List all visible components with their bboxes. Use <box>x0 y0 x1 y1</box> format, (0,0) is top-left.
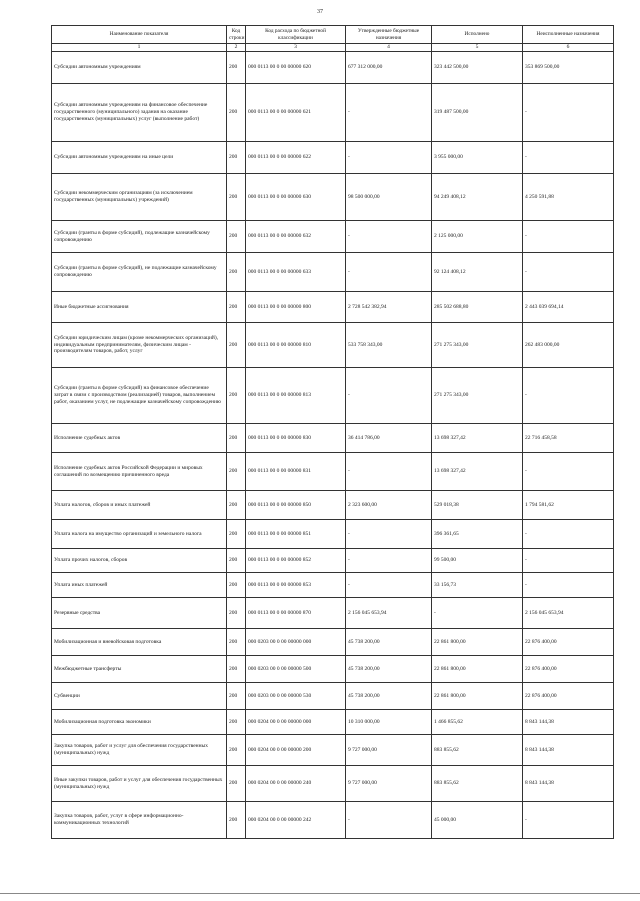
row-executed-amount: 22 861 800,00 <box>432 683 523 710</box>
row-expense-code: 000 0113 00 0 00 00000 633 <box>246 253 346 292</box>
row-expense-code: 000 0203 00 0 00 00000 500 <box>246 656 346 683</box>
row-approved-amount: - <box>346 549 432 573</box>
row-unexecuted-amount: 4 250 591,88 <box>523 174 614 221</box>
row-line-code: 200 <box>227 453 246 491</box>
table-row <box>52 368 614 424</box>
row-name: Исполнение судебных актов Российской Федерации и мировых соглашений по возмещению причиненного вреда <box>52 453 227 491</box>
row-unexecuted-amount: 262 483 000,00 <box>523 323 614 368</box>
row-name: Уплата прочих налогов, сборов <box>52 549 227 573</box>
row-expense-code: 000 0203 00 0 00 00000 000 <box>246 629 346 656</box>
table-row <box>52 453 614 491</box>
row-line-code: 200 <box>227 221 246 253</box>
row-expense-code: 000 0113 00 0 00 00000 853 <box>246 573 346 598</box>
row-name: Мобилизационная и вневойсковая подготовка <box>52 629 227 656</box>
row-line-code: 200 <box>227 683 246 710</box>
column-number: 6 <box>523 44 614 52</box>
header-name: Наименование показателя <box>52 26 227 44</box>
row-unexecuted-amount: 2 156 045 653,94 <box>523 598 614 629</box>
row-executed-amount: 323 442 500,00 <box>432 52 523 84</box>
row-unexecuted-amount: - <box>523 142 614 174</box>
table-row <box>52 491 614 520</box>
row-approved-amount: 2 323 600,00 <box>346 491 432 520</box>
row-expense-code: 000 0113 00 0 00 00000 813 <box>246 368 346 424</box>
column-number-row <box>52 44 614 52</box>
row-executed-amount: 22 861 800,00 <box>432 656 523 683</box>
row-unexecuted-amount: - <box>523 802 614 839</box>
row-unexecuted-amount: 22 876 400,00 <box>523 683 614 710</box>
column-number: 2 <box>227 44 246 52</box>
row-unexecuted-amount: 22 876 400,00 <box>523 629 614 656</box>
table-body <box>52 52 614 839</box>
row-expense-code: 000 0113 00 0 00 00000 632 <box>246 221 346 253</box>
row-line-code: 200 <box>227 142 246 174</box>
row-executed-amount: 92 124 408,12 <box>432 253 523 292</box>
row-line-code: 200 <box>227 520 246 549</box>
row-line-code: 200 <box>227 573 246 598</box>
row-name: Мобилизационная подготовка экономики <box>52 710 227 735</box>
row-expense-code: 000 0113 00 0 00 00000 831 <box>246 453 346 491</box>
row-approved-amount: 533 758 343,00 <box>346 323 432 368</box>
header-approved: Утвержденные бюджетные назначения <box>346 26 432 44</box>
row-executed-amount: 396 361,65 <box>432 520 523 549</box>
row-line-code: 200 <box>227 735 246 766</box>
row-expense-code: 000 0204 00 0 00 00000 000 <box>246 710 346 735</box>
row-line-code: 200 <box>227 253 246 292</box>
row-name: Закупка товаров, работ и услуг для обеспечения государственных (муниципальных) нужд <box>52 735 227 766</box>
row-approved-amount: 2 156 045 653,94 <box>346 598 432 629</box>
row-approved-amount: - <box>346 368 432 424</box>
row-expense-code: 000 0113 00 0 00 00000 630 <box>246 174 346 221</box>
row-line-code: 200 <box>227 491 246 520</box>
row-executed-amount: 2 125 000,00 <box>432 221 523 253</box>
row-unexecuted-amount: 22 716 458,58 <box>523 424 614 453</box>
row-expense-code: 000 0204 00 0 00 00000 240 <box>246 766 346 802</box>
row-approved-amount: 2 728 542 382,94 <box>346 292 432 323</box>
header-line-code: Код строки <box>227 26 246 44</box>
row-line-code: 200 <box>227 549 246 573</box>
row-expense-code: 000 0113 00 0 00 00000 851 <box>246 520 346 549</box>
table-row <box>52 710 614 735</box>
row-approved-amount: - <box>346 253 432 292</box>
row-line-code: 200 <box>227 656 246 683</box>
row-executed-amount: 285 502 688,80 <box>432 292 523 323</box>
row-executed-amount: 13 698 327,42 <box>432 453 523 491</box>
row-line-code: 200 <box>227 766 246 802</box>
row-approved-amount: - <box>346 221 432 253</box>
table-row <box>52 735 614 766</box>
table-row <box>52 84 614 142</box>
row-line-code: 200 <box>227 84 246 142</box>
row-expense-code: 000 0204 00 0 00 00000 242 <box>246 802 346 839</box>
row-expense-code: 000 0203 00 0 00 00000 530 <box>246 683 346 710</box>
row-expense-code: 000 0113 00 0 00 00000 800 <box>246 292 346 323</box>
table-row <box>52 629 614 656</box>
column-number: 4 <box>346 44 432 52</box>
row-name: Субсидии (гранты в форме субсидий) на финансовое обеспечение затрат в связи с производством (реализацией) товаров, выполнением работ, оказанием услуг, не подлежащие казначейскому сопровождению <box>52 368 227 424</box>
row-line-code: 200 <box>227 802 246 839</box>
table-row <box>52 52 614 84</box>
row-approved-amount: - <box>346 573 432 598</box>
table-row <box>52 174 614 221</box>
table-row <box>52 573 614 598</box>
row-executed-amount: 271 275 343,00 <box>432 368 523 424</box>
row-executed-amount: 1 466 855,62 <box>432 710 523 735</box>
row-unexecuted-amount: 8 843 144,38 <box>523 710 614 735</box>
table-row <box>52 221 614 253</box>
row-executed-amount: 99 500,00 <box>432 549 523 573</box>
row-name: Иные бюджетные ассигнования <box>52 292 227 323</box>
row-name: Уплата налогов, сборов и иных платежей <box>52 491 227 520</box>
row-approved-amount: 9 727 000,00 <box>346 735 432 766</box>
row-executed-amount: 319 487 500,00 <box>432 84 523 142</box>
row-executed-amount: 33 156,73 <box>432 573 523 598</box>
row-name: Субсидии (гранты в форме субсидий), подлежащие казначейскому сопровождению <box>52 221 227 253</box>
row-expense-code: 000 0113 00 0 00 00000 852 <box>246 549 346 573</box>
row-name: Субсидии автономным учреждениям <box>52 52 227 84</box>
header-unexecuted: Неисполненные назначения <box>523 26 614 44</box>
row-name: Субсидии автономным учреждениям на иные цели <box>52 142 227 174</box>
row-name: Субсидии (гранты в форме субсидий), не подлежащие казначейскому сопровождению <box>52 253 227 292</box>
row-name: Субсидии некоммерческим организациям (за исключением государственных (муниципальных) учреждений) <box>52 174 227 221</box>
table-row <box>52 253 614 292</box>
table-row <box>52 323 614 368</box>
row-name: Резервные средства <box>52 598 227 629</box>
row-name: Закупка товаров, работ, услуг в сфере информационно-коммуникационных технологий <box>52 802 227 839</box>
row-name: Уплата налога на имущество организаций и земельного налога <box>52 520 227 549</box>
row-expense-code: 000 0113 00 0 00 00000 830 <box>246 424 346 453</box>
table-row <box>52 656 614 683</box>
row-approved-amount: - <box>346 84 432 142</box>
row-unexecuted-amount: - <box>523 221 614 253</box>
header-executed: Исполнено <box>432 26 523 44</box>
table-row <box>52 766 614 802</box>
row-approved-amount: - <box>346 453 432 491</box>
row-line-code: 200 <box>227 710 246 735</box>
table-row <box>52 802 614 839</box>
table-row <box>52 292 614 323</box>
row-expense-code: 000 0113 00 0 00 00000 620 <box>246 52 346 84</box>
table-row <box>52 424 614 453</box>
row-unexecuted-amount: - <box>523 368 614 424</box>
header-row <box>52 26 614 44</box>
row-executed-amount: 45 000,00 <box>432 802 523 839</box>
row-approved-amount: 677 312 000,00 <box>346 52 432 84</box>
budget-execution-table <box>51 25 614 839</box>
row-expense-code: 000 0113 00 0 00 00000 621 <box>246 84 346 142</box>
row-name: Межбюджетные трансферты <box>52 656 227 683</box>
row-approved-amount: 36 414 786,00 <box>346 424 432 453</box>
table-row <box>52 520 614 549</box>
row-approved-amount: 10 310 000,00 <box>346 710 432 735</box>
row-unexecuted-amount: 1 794 581,62 <box>523 491 614 520</box>
row-executed-amount: 13 698 327,42 <box>432 424 523 453</box>
row-name: Иные закупки товаров, работ и услуг для обеспечения государственных (муниципальных) нужд <box>52 766 227 802</box>
row-line-code: 200 <box>227 629 246 656</box>
table-row <box>52 142 614 174</box>
row-executed-amount: - <box>432 598 523 629</box>
row-unexecuted-amount: 8 843 144,38 <box>523 766 614 802</box>
row-line-code: 200 <box>227 292 246 323</box>
row-executed-amount: 3 955 000,00 <box>432 142 523 174</box>
table-row <box>52 549 614 573</box>
column-number: 5 <box>432 44 523 52</box>
row-executed-amount: 883 855,62 <box>432 766 523 802</box>
row-unexecuted-amount: - <box>523 253 614 292</box>
row-line-code: 200 <box>227 174 246 221</box>
row-approved-amount: 45 738 200,00 <box>346 683 432 710</box>
row-unexecuted-amount: 2 443 039 694,14 <box>523 292 614 323</box>
row-unexecuted-amount: - <box>523 549 614 573</box>
bottom-rule <box>0 893 640 894</box>
row-unexecuted-amount: - <box>523 84 614 142</box>
row-name: Субсидии юридическим лицам (кроме некоммерческих организаций), индивидуальным предпринимателям, физическим лицам - производителям товаров, работ, услуг <box>52 323 227 368</box>
row-executed-amount: 22 861 800,00 <box>432 629 523 656</box>
row-line-code: 200 <box>227 424 246 453</box>
row-unexecuted-amount: 22 876 400,00 <box>523 656 614 683</box>
row-approved-amount: 9 727 000,00 <box>346 766 432 802</box>
row-executed-amount: 883 855,62 <box>432 735 523 766</box>
row-executed-amount: 94 249 408,12 <box>432 174 523 221</box>
row-expense-code: 000 0113 00 0 00 00000 622 <box>246 142 346 174</box>
row-executed-amount: 271 275 343,00 <box>432 323 523 368</box>
row-name: Уплата иных платежей <box>52 573 227 598</box>
row-name: Субвенции <box>52 683 227 710</box>
row-unexecuted-amount: - <box>523 520 614 549</box>
column-number: 3 <box>246 44 346 52</box>
row-expense-code: 000 0113 00 0 00 00000 850 <box>246 491 346 520</box>
row-approved-amount: - <box>346 802 432 839</box>
row-approved-amount: 45 738 200,00 <box>346 629 432 656</box>
row-approved-amount: 98 500 000,00 <box>346 174 432 221</box>
column-number: 1 <box>52 44 227 52</box>
row-name: Субсидии автономным учреждениям на финансовое обеспечение государственного (муниципального) задания на оказание государственных (муниципальных) услуг (выполнение работ) <box>52 84 227 142</box>
row-approved-amount: - <box>346 520 432 549</box>
row-expense-code: 000 0113 00 0 00 00000 810 <box>246 323 346 368</box>
row-name: Исполнение судебных актов <box>52 424 227 453</box>
header-expense-code: Код расхода по бюджетной классификации <box>246 26 346 44</box>
row-line-code: 200 <box>227 368 246 424</box>
page-number: 37 <box>317 9 323 15</box>
row-expense-code: 000 0204 00 0 00 00000 200 <box>246 735 346 766</box>
row-unexecuted-amount: 8 843 144,38 <box>523 735 614 766</box>
row-line-code: 200 <box>227 598 246 629</box>
row-line-code: 200 <box>227 52 246 84</box>
row-expense-code: 000 0113 00 0 00 00000 870 <box>246 598 346 629</box>
row-unexecuted-amount: - <box>523 573 614 598</box>
row-approved-amount: - <box>346 142 432 174</box>
row-executed-amount: 529 018,38 <box>432 491 523 520</box>
row-unexecuted-amount: - <box>523 453 614 491</box>
row-approved-amount: 45 738 200,00 <box>346 656 432 683</box>
row-line-code: 200 <box>227 323 246 368</box>
table-row <box>52 598 614 629</box>
table-row <box>52 683 614 710</box>
row-unexecuted-amount: 353 869 500,00 <box>523 52 614 84</box>
